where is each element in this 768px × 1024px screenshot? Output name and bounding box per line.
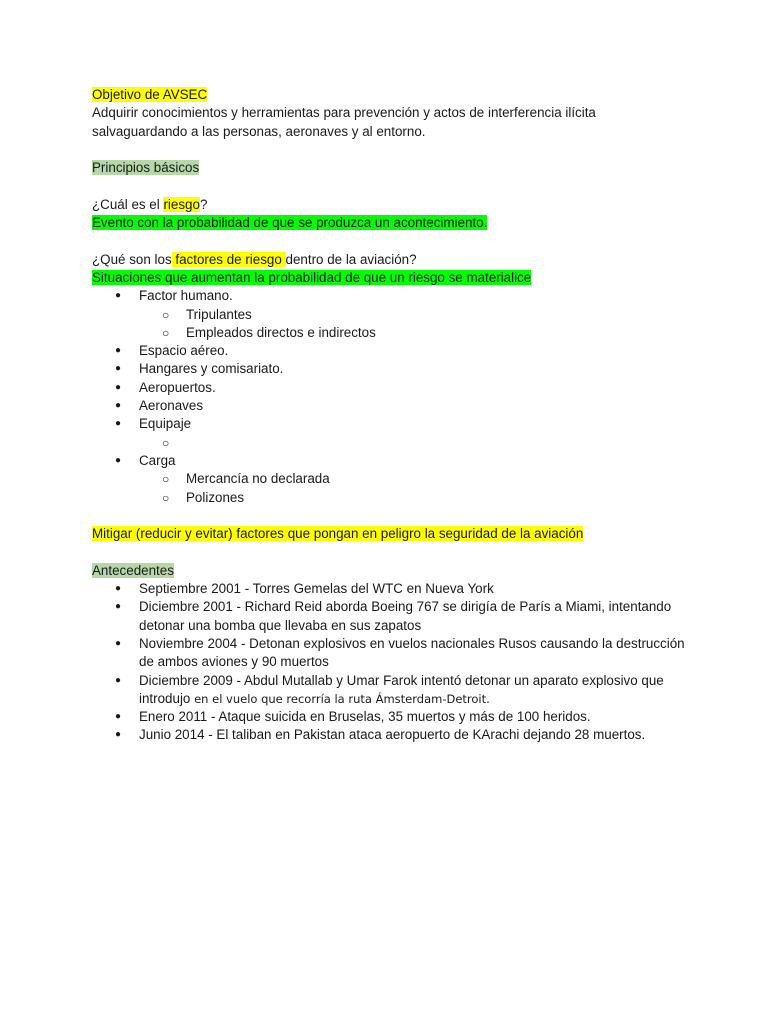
spacer — [92, 232, 692, 250]
spacer — [92, 507, 692, 525]
question-factors-pre: ¿Qué son los — [92, 251, 172, 267]
list-item: ● Noviembre 2004 - Detonan explosivos en vuelos nacionales Rusos causando la destrucción de ambos aviones y 90 muertos — [92, 635, 692, 672]
question-risk — [92, 196, 692, 214]
principles-heading: Principios básicos — [92, 160, 200, 176]
spacer — [92, 141, 692, 159]
factor-human: Factor humano. — [139, 288, 233, 304]
section-title-history — [92, 562, 692, 580]
history-list — [92, 580, 692, 745]
sub-list — [139, 470, 692, 507]
question-risk-pre: ¿Cuál es el — [92, 196, 164, 212]
objective-heading: Objetivo de AVSEC — [92, 87, 208, 102]
section-title-objective — [92, 86, 692, 104]
list-item: ● Espacio aéreo. — [92, 342, 692, 360]
sub-list-item: ○ Empleados directos e indirectos — [139, 324, 692, 342]
section-title-principles — [92, 159, 692, 177]
list-item — [92, 452, 692, 507]
spacer — [92, 177, 692, 195]
list-item: ● Junio 2014 - El taliban en Pakistan ataca aeropuerto de KArachi dejando 28 muertos. — [92, 726, 692, 744]
question-risk-post: ? — [199, 196, 208, 212]
list-item: ● Septiembre 2001 - Torres Gemelas del WTC en Nueva York — [92, 580, 692, 598]
list-item: ● Hangares y comisariato. — [92, 360, 692, 378]
list-item — [92, 287, 692, 342]
term-factores: factores de riesgo — [171, 251, 286, 267]
mitigate-text: Mitigar (reducir y evitar) factores que pongan en peligro la seguridad de la aviación — [92, 526, 584, 542]
sub-list-item: ○ Tripulantes — [139, 306, 692, 324]
list-item: ● Aeronaves — [92, 397, 692, 415]
document-body — [92, 86, 692, 745]
event-2009-b: en el vuelo que recorría la ruta Ámsterdam-Detroit. — [194, 691, 490, 706]
sub-list-item: ○ Polizones — [139, 489, 692, 507]
factor-cargo: Carga — [139, 452, 176, 468]
spacer — [92, 543, 692, 561]
list-item — [92, 672, 692, 709]
factor-luggage: Equipaje — [139, 416, 192, 432]
answer-risk-text: Evento con la probabilidad de que se produzca un acontecimiento. — [92, 215, 488, 231]
event-2009-a: Diciembre 2009 - Abdul Mutallab y Umar Farok intentó detonar un aparato explosivo que introdujo — [139, 672, 664, 706]
term-riesgo: riesgo — [163, 196, 200, 212]
sub-list — [139, 434, 692, 452]
risk-factor-list — [92, 287, 692, 507]
history-heading: Antecedentes — [92, 562, 174, 578]
objective-text: Adquirir conocimientos y herramientas para prevención y actos de interferencia ilícita salvaguardando a las personas, aeronaves y al entorno. — [92, 105, 596, 139]
list-item: ● Diciembre 2001 - Richard Reid aborda Boeing 767 se dirigía de París a Miami, intentando detonar una bomba que llevaba en sus zapatos — [92, 598, 692, 635]
list-item — [92, 415, 692, 452]
list-item: ● Aeropuertos. — [92, 379, 692, 397]
question-factors — [92, 251, 692, 269]
question-factors-post: dentro de la aviación? — [285, 251, 417, 267]
mitigate-statement — [92, 525, 692, 543]
sub-list-item: ○ Mercancía no declarada — [139, 470, 692, 488]
answer-factors — [92, 269, 692, 287]
answer-risk — [92, 214, 692, 232]
list-item: ● Enero 2011 - Ataque suicida en Bruselas, 35 muertos y más de 100 heridos. — [92, 708, 692, 726]
answer-factors-text: Situaciones que aumentan la probabilidad de que un riesgo se materialice — [92, 269, 532, 285]
sub-list — [139, 306, 692, 343]
sub-list-item-empty — [139, 434, 692, 452]
